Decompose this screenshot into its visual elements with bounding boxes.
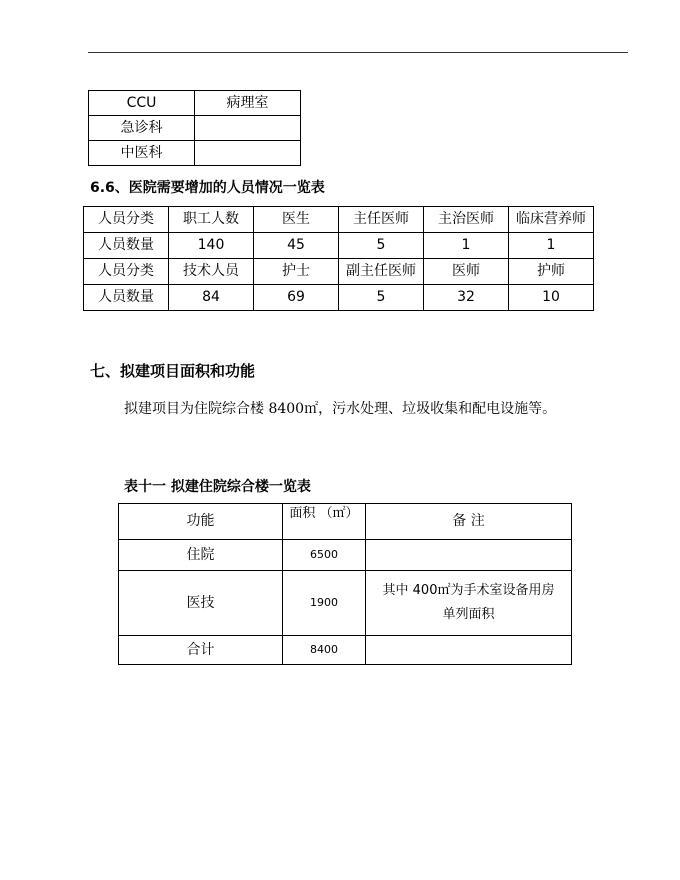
table-cell: 1900 bbox=[283, 571, 366, 636]
table-cell: 10 bbox=[509, 285, 594, 311]
table-cell: 医师 bbox=[424, 259, 509, 285]
table-row bbox=[89, 91, 301, 116]
table-cell: 主任医师 bbox=[339, 207, 424, 233]
table-row bbox=[84, 259, 594, 285]
table-cell bbox=[195, 141, 301, 166]
table-cell: 140 bbox=[169, 233, 254, 259]
table-cell: 45 bbox=[254, 233, 339, 259]
area-table bbox=[118, 503, 572, 665]
table-row bbox=[84, 233, 594, 259]
table-cell: 合计 bbox=[119, 636, 283, 665]
table-cell: 护士 bbox=[254, 259, 339, 285]
header-cell-area: 面积 （㎡） bbox=[283, 504, 366, 540]
table-cell: 住院 bbox=[119, 540, 283, 571]
area-table-caption: 表十一 拟建住院综合楼一览表 bbox=[124, 479, 311, 495]
table-cell: 人员分类 bbox=[84, 207, 169, 233]
table-cell: 5 bbox=[339, 233, 424, 259]
table-row bbox=[119, 571, 572, 636]
table-cell: 人员数量 bbox=[84, 285, 169, 311]
table-cell: 急诊科 bbox=[89, 116, 195, 141]
table-header-row bbox=[119, 504, 572, 540]
table-cell: 护师 bbox=[509, 259, 594, 285]
header-rule bbox=[88, 52, 628, 53]
note-cell bbox=[366, 571, 572, 636]
table-row bbox=[84, 285, 594, 311]
table-cell: 病理室 bbox=[195, 91, 301, 116]
table-cell: 1 bbox=[424, 233, 509, 259]
table-cell: 6500 bbox=[283, 540, 366, 571]
table-cell: 32 bbox=[424, 285, 509, 311]
header-cell-note: 备 注 bbox=[366, 504, 572, 540]
table-cell: 8400 bbox=[283, 636, 366, 665]
table-cell: 1 bbox=[509, 233, 594, 259]
table-row bbox=[119, 540, 572, 571]
table-cell: 技术人员 bbox=[169, 259, 254, 285]
table-cell: 副主任医师 bbox=[339, 259, 424, 285]
table-cell: 人员数量 bbox=[84, 233, 169, 259]
table-cell bbox=[366, 540, 572, 571]
table-cell: 临床营养师 bbox=[509, 207, 594, 233]
table-cell: 医技 bbox=[119, 571, 283, 636]
table-cell bbox=[366, 636, 572, 665]
table-cell: 主治医师 bbox=[424, 207, 509, 233]
table-row bbox=[84, 207, 594, 233]
table-cell: 中医科 bbox=[89, 141, 195, 166]
table-row bbox=[119, 636, 572, 665]
staff-section-heading: 6.6、医院需要增加的人员情况一览表 bbox=[90, 180, 325, 196]
note-line: 单列面积 bbox=[442, 607, 495, 622]
section-7-heading: 七、拟建项目面积和功能 bbox=[90, 362, 256, 380]
header-cell-function: 功能 bbox=[119, 504, 283, 540]
staff-table bbox=[83, 206, 594, 311]
department-table bbox=[88, 90, 301, 166]
note-line: 其中 400㎡为手术室设备用房 bbox=[382, 583, 555, 598]
table-cell: 69 bbox=[254, 285, 339, 311]
section-7-paragraph: 拟建项目为住院综合楼 8400㎡，污水处理、垃圾收集和配电设施等。 bbox=[124, 401, 557, 417]
table-cell: 人员分类 bbox=[84, 259, 169, 285]
table-cell: 5 bbox=[339, 285, 424, 311]
table-cell: 84 bbox=[169, 285, 254, 311]
table-cell bbox=[195, 116, 301, 141]
table-cell: 医生 bbox=[254, 207, 339, 233]
table-cell: 职工人数 bbox=[169, 207, 254, 233]
table-cell: CCU bbox=[89, 91, 195, 116]
table-row bbox=[89, 141, 301, 166]
table-row bbox=[89, 116, 301, 141]
